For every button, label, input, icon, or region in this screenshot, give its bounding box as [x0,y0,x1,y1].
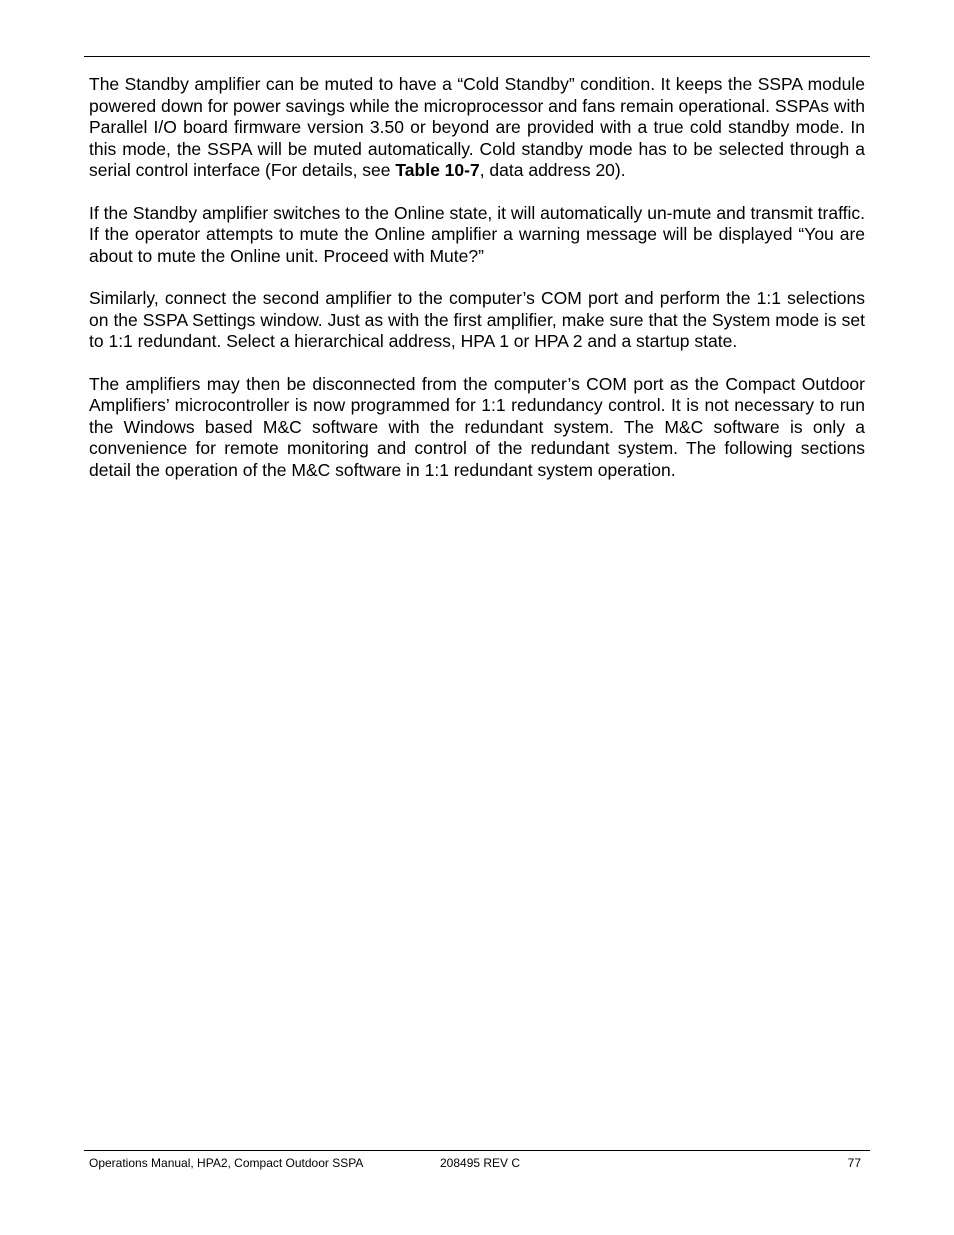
table-reference: Table 10-7 [395,160,480,180]
footer-title: Operations Manual, HPA2, Compact Outdoor SSPA [89,1156,364,1170]
paragraph-cold-standby [89,74,865,182]
footer-page-number: 77 [847,1156,861,1170]
paragraph-second-amplifier: Similarly, connect the second amplifier to the computer’s COM port and perform the 1:1 selections on the SSPA Settings window. Just as with the first amplifier, make sure that the System mode is set to 1:1 redundant. Select a hierarchical address, HPA 1 or HPA 2 and a startup state. [89,288,865,351]
paragraph-online-switch: If the Standby amplifier switches to the Online state, it will automatically un-mute and transmit traffic. If the operator attempts to mute the Online amplifier a warning message will be displayed “You are about to mute the Online unit. Proceed with Mute?” [89,202,865,266]
page-footer [89,1156,865,1172]
paragraph-disconnect: The amplifiers may then be disconnected from the computer’s COM port as the Compact Outdoor Amplifiers’ microcontroller is now programmed for 1:1 redundancy control. It is not necessary to run the Windows based M&C software with the redundant system. The M&C software is only a convenience for remote monitoring and control of the redundant system. The following sections detail the operation of the M&C software in 1:1 redundant system operation. [89,373,865,480]
paragraph-1-text: The Standby amplifier can be muted to have a “Cold Standby” condition. It keeps the SSPA module powered down for power savings while the microprocessor and fans remain operational. SSPAs with Parallel I/O board firmware version 3.50 or beyond are provided with a true cold standby mode. In this mode, the SSPA will be muted automatically. Cold standby mode has to be selected through a serial control interface (For details, see [89,74,865,180]
footer-doc-number: 208495 REV C [440,1156,521,1170]
footer-rule [84,1150,870,1151]
header-rule [84,56,870,57]
paragraph-1-tail: , data address 20). [479,160,626,180]
body-content [89,74,865,502]
